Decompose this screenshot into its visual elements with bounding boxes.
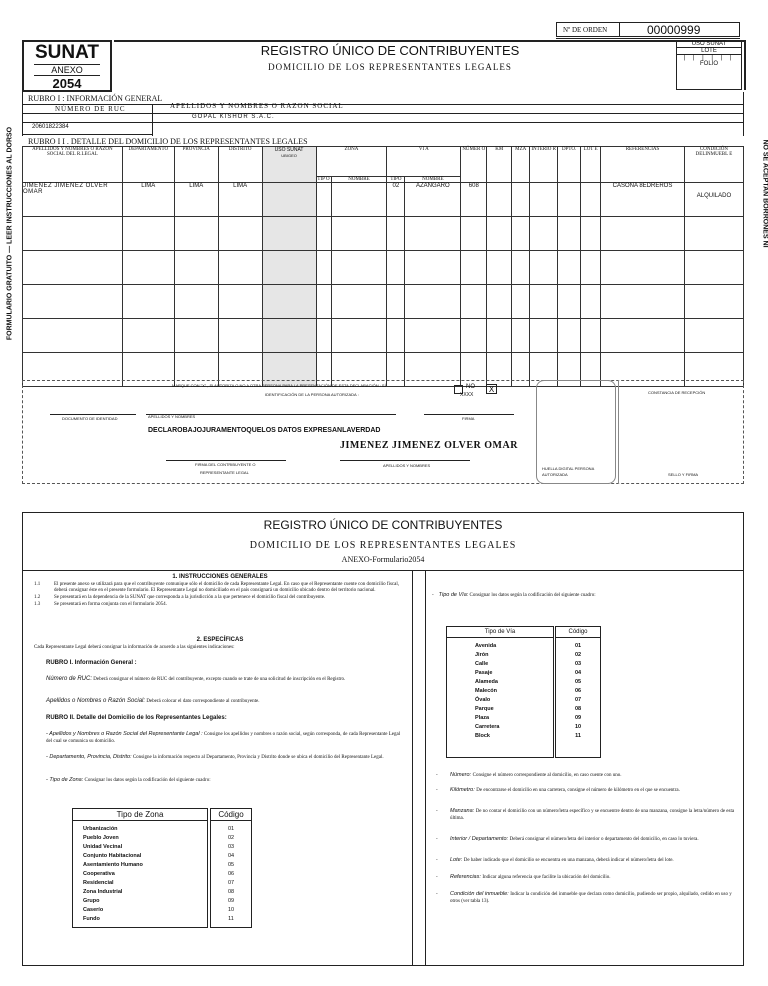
via-type-item: Parque — [475, 706, 494, 712]
sello-label: SELLO Y FIRMA — [668, 472, 699, 477]
col-km: KM — [487, 147, 512, 183]
ubigeo-text: UBIGEO — [281, 153, 297, 158]
zona-type-item: Unidad Vecinal — [83, 844, 123, 850]
table-row — [23, 251, 744, 285]
via-type-item: Carretera — [475, 724, 500, 730]
right-instruction-label: Interior / Departamento: — [450, 836, 510, 842]
zona-code-item: 06 — [227, 871, 235, 877]
right-instruction-label: Lote: — [450, 857, 464, 863]
zona-type-item: Zona Industrial — [83, 889, 123, 895]
dep-instr-text: Consigne la información respecto al Departamento, Provincia y Distrito donde se ubica el domicilio del Representante Legal. — [132, 755, 384, 760]
via-code-item: 04 — [574, 670, 582, 676]
col-uso-sunat — [262, 147, 316, 183]
ruc-instr-label: Número de RUC: — [46, 676, 93, 682]
rep-instr-text: Consigne los apellidos y nombres o razón social, según corresponda, de cada Representante Legal del cual se comunica su domicilio. — [46, 732, 401, 744]
via-code-item: 05 — [574, 679, 582, 685]
right-instruction-text: Indicar alguna referencia que facilite la ubicación del domicilio. — [482, 875, 611, 880]
right-instruction-label: Número: — [450, 772, 473, 778]
right-instruction-label: Kilómetro: — [450, 787, 477, 793]
via-type-item: Avenida — [475, 643, 497, 649]
right-instruction-text: Indicar la condición del inmueble que declara como domicilio, pudiendo ser propio, alquilado, cedido en uso y otros (ver tabla 13). — [450, 892, 732, 904]
table-row — [23, 217, 744, 251]
doc-label: DOCUMENTO DE IDENTIDAD — [62, 416, 118, 421]
bullet-dash: - — [436, 858, 438, 863]
side-text-left: FORMULARIO GRATUITO — LEER INSTRUCCIONES AL DORSO — [6, 126, 14, 341]
ruc-value[interactable]: 20601822384 — [32, 124, 69, 130]
cell-zona-tipo[interactable] — [316, 183, 331, 217]
annex-label: ANEXO — [34, 64, 100, 76]
annex-number: 2054 — [52, 76, 82, 91]
via-instr-label: Tipo de Vía: — [438, 592, 469, 598]
via-code-head: Código — [556, 627, 600, 638]
cell-zona-nombre[interactable] — [331, 183, 387, 217]
constancia-label: CONSTANCIA DE RECEPCIÓN — [648, 390, 706, 395]
side-text-right: NO SE ACEPTAN BORRONES NI — [761, 139, 768, 248]
right-instruction-label: Condición del inmueble: — [450, 891, 511, 897]
rubro2-heading: RUBRO II. Detalle del Domicilio de los Representantes Legales: — [46, 715, 227, 721]
table-row — [23, 285, 744, 319]
via-code-item: 07 — [574, 697, 582, 703]
cell-numero[interactable]: 608 — [461, 183, 487, 217]
table-row — [23, 319, 744, 353]
zona-instr-label: - Tipo de Zona: — [46, 777, 84, 783]
apellidos-instr-label: Apellidos o Nombres o Razón Social: — [46, 698, 146, 704]
cell-provincia[interactable]: LIMA — [174, 183, 218, 217]
zona-type-item: Asentamiento Humano — [83, 862, 143, 868]
right-instruction-item — [436, 787, 736, 794]
cell-referencias[interactable]: CASONA 8EDREROS — [601, 183, 685, 217]
via-code-item: 02 — [574, 652, 582, 658]
firma-label: FIRMA — [462, 416, 475, 421]
via-code-column — [555, 626, 601, 758]
uso-sunat-text: USO SUNAT — [274, 147, 304, 153]
zona-code-table — [72, 808, 208, 928]
uso-sunat-label: USO SUNAT — [677, 41, 741, 48]
via-type-item: Malecón — [475, 688, 498, 694]
apellidos-label: APELLIDOS Y NOMBRES — [148, 414, 196, 419]
right-instruction-text: Consigne el número correspondiente al domicilio, en caso cuente con uno. — [472, 773, 622, 778]
order-box — [556, 22, 740, 37]
zona-code-item: 10 — [227, 907, 235, 913]
right-instruction-body — [450, 874, 736, 881]
via-code-list — [556, 638, 600, 741]
right-instruction-body — [450, 836, 736, 843]
right-instruction-text: De haber indicado que el domicilio se encuentra en una manzana, deberá indicar el número/letra del lote. — [463, 858, 674, 863]
zona-type-item: Conjunto Habitacional — [83, 853, 142, 859]
col-numero: NÚMER O — [461, 147, 487, 183]
right-instruction-item — [436, 772, 736, 779]
via-table-head: Tipo de Vía — [447, 627, 553, 638]
col-via: VI A — [387, 147, 461, 177]
zona-code-item: 09 — [227, 898, 235, 904]
order-label: Nº DE ORDEN — [563, 26, 608, 34]
general-items — [26, 582, 410, 608]
cell-nombre[interactable]: JIMENEZ JIMENEZ OLVER OMAR — [23, 183, 123, 217]
via-type-item: Óvalo — [475, 697, 491, 703]
no-mark[interactable]: X — [486, 384, 497, 394]
zona-table-head: Tipo de Zona — [73, 809, 207, 821]
item-text: Se presentará en la dependencia de la SUNAT que corresponda a la jurisdicción a la que pertenece el domicilio fiscal del contribuyente. — [54, 595, 326, 600]
lote-label: LOTE — [677, 48, 741, 55]
right-instruction-body — [450, 787, 736, 794]
identificacion-label: IDENTIFICACIÓN DE LA PERSONA AUTORIZADA : — [265, 392, 359, 397]
via-type-item: Alameda — [475, 679, 498, 685]
rubro1-title: RUBRO I : INFORMACIÓN GENERAL — [28, 94, 163, 103]
right-instruction-text: De encontrarse el domicilio en una carretera, consigne el número de kilómetro en el que se encuentra. — [476, 788, 680, 793]
cell-lote[interactable] — [581, 183, 601, 217]
via-type-item: Block — [475, 733, 490, 739]
apellidos-instr-text: Deberá colocar el dato correspondiente al contribuyente. — [146, 699, 260, 704]
via-type-item: Plaza — [475, 715, 490, 721]
col-departamento: DEPARTAMENTO — [122, 147, 174, 183]
via-code-item: 03 — [574, 661, 582, 667]
apellidos-label2: APELLIDOS Y NOMBRES — [383, 463, 431, 468]
via-instr-text: Consignar los datos según la codificación del siguiente cuadro: — [469, 593, 596, 598]
bullet-dash: - — [436, 788, 438, 793]
general-item — [26, 582, 410, 594]
domicilio-table — [22, 146, 744, 387]
via-code-item: 11 — [575, 733, 581, 739]
zona-code-item: 02 — [227, 835, 235, 841]
via-type-item: Jirón — [475, 652, 489, 658]
zona-code-item: 04 — [227, 853, 235, 859]
zona-code-item: 08 — [227, 889, 235, 895]
zona-code-item: 11 — [228, 916, 234, 922]
via-code-item: 09 — [574, 715, 582, 721]
via-code-item: 01 — [574, 643, 582, 649]
right-instruction-item — [436, 891, 736, 905]
instr-annex: ANEXO-Formulario2054 — [341, 555, 425, 564]
huella-label-1: HUELLA DIGITAL PERSONA — [542, 466, 595, 471]
apellidos-instr — [46, 698, 406, 704]
item-text: Se presentará en forma conjunta con el formulario 2054. — [54, 602, 167, 607]
right-instruction-item — [436, 874, 736, 881]
cell-distrito[interactable]: LIMA — [218, 183, 262, 217]
uso-sunat-box — [676, 40, 742, 90]
ruc-instr — [46, 676, 406, 683]
lote-ticks: | | | | | | — [683, 55, 735, 61]
zona-type-item: Caserío — [83, 907, 104, 913]
right-instruction-text: De no contar el domicilio con un número/letra específico y se encuentre dentro de una manzana, consigne la letra/número de esta última. — [450, 809, 735, 821]
col-lote: LOT E — [581, 147, 601, 183]
item-num: 1.2 — [34, 595, 41, 600]
sec1-title: 1. INSTRUCCIONES GENERALES — [172, 574, 268, 580]
table-row — [23, 183, 744, 217]
zona-code-head: Código — [211, 809, 251, 821]
right-instruction-item — [436, 857, 736, 864]
huella-label-2: AUTORIZADA — [542, 472, 568, 477]
zona-type-item: Fundo — [83, 916, 100, 922]
right-instruction-item — [436, 808, 736, 822]
rubro1-heading: RUBRO I. Información General : — [46, 660, 137, 666]
item-num: 1.1 — [34, 582, 41, 587]
col-zona: ZONA — [316, 147, 387, 177]
right-instruction-body — [450, 891, 736, 905]
right-instruction-body — [450, 857, 736, 864]
instr-subtitle: DOMICILIO DE LOS REPRESENTANTES LEGALES — [249, 540, 517, 551]
right-instructions — [436, 772, 736, 905]
cell-ubigeo — [262, 183, 316, 217]
col-via-nombre: NOMBRE — [405, 177, 461, 183]
bullet-dash: - — [436, 875, 438, 880]
via-type-item: Calle — [475, 661, 489, 667]
col-interior: INTERIO R — [530, 147, 558, 183]
form-title: REGISTRO ÚNICO DE CONTRIBUYENTES — [260, 43, 520, 58]
zona-code-list — [211, 821, 251, 924]
rep-instr-label: - Apellidos y Nombres o Razón Social del Representante Legal : — [46, 731, 203, 737]
general-item — [26, 602, 410, 608]
via-type-item: Pasaje — [475, 670, 493, 676]
zona-code-item: 07 — [227, 880, 235, 886]
right-instruction-body — [450, 772, 736, 779]
col-condicion: CONDICIÓN DELINMUEBL E — [684, 147, 743, 183]
zona-type-list — [73, 821, 207, 924]
cell-dpto[interactable] — [558, 183, 581, 217]
ruc-label: NÚMERO DE RUC — [55, 105, 126, 113]
col-zona-nombre: NOMBRE — [331, 177, 387, 183]
bullet-dash: - — [436, 892, 438, 897]
constancia-box — [618, 380, 744, 484]
ruc-instr-text: Deberá consignar el número de RUC del contribuyente, excepto cuando se trate de una solicitud de inscripción en el Registro. — [93, 677, 346, 682]
via-code-item: 06 — [574, 688, 582, 694]
cell-interior[interactable] — [530, 183, 558, 217]
zona-instr-text: Consignar los datos según la codificación del siguiente cuadro: — [84, 778, 211, 783]
dep-instr — [46, 754, 406, 761]
right-instruction-label: Manzana: — [450, 808, 476, 814]
sunat-brand: SUNAT — [34, 42, 100, 63]
sec2-title: 2. ESPECÍFICAS — [196, 637, 244, 643]
col-dpto: DPTO. — [558, 147, 581, 183]
cell-departamento[interactable]: LIMA — [122, 183, 174, 217]
zona-code-item: 01 — [227, 826, 235, 832]
right-instruction-item — [436, 836, 736, 843]
sec2-intro: Cada Representante Legal deberá consignar la información de acuerdo a las siguientes indicaciones: — [34, 645, 235, 650]
right-instruction-text: Deberá consignar el número/letra del interior o departamento del domicilio, en caso lo tuviera. — [509, 837, 699, 842]
xxxx-value: XXXX — [460, 392, 474, 398]
autoriza-text: MARQUE CON "X" , SI AUTORIZA O NO A OTRA PERSONA PARA LA PRESENTACIÓN DE ESTA DECLARACIÓN : SÍ — [172, 383, 386, 388]
item-num: 1.3 — [34, 602, 41, 607]
form-subtitle: DOMICILIO DE LOS REPRESENTANTES LEGALES — [268, 62, 512, 72]
zona-code-item: 05 — [227, 862, 235, 868]
zona-code-column — [210, 808, 252, 928]
signer-name[interactable]: JIMENEZ JIMENEZ OLVER OMAR — [340, 440, 518, 451]
general-item — [26, 595, 410, 601]
zona-type-item: Grupo — [83, 898, 100, 904]
dep-instr-label: - Departamento, Provincia, Distrito: — [46, 754, 132, 760]
cell-via-nombre[interactable]: AZANGARO — [405, 183, 461, 217]
rep-instr — [46, 731, 406, 745]
no-label: NO — [466, 384, 475, 390]
declaro-text: DECLAROBAJOJURAMENTOQUELOS DATOS EXPRESANLAVERDAD — [148, 427, 381, 434]
item-text: El presente anexo se utilizará para que el contribuyente comunique sólo el domicilio de cada Representante Legal. En caso que el Representante cuente con domicilio fiscal, deberá consignar éste en el presente formulario. El Representante Legal no domiciliado en el país consignará un domicilio ubicado dentro del territorio nacional. — [54, 582, 400, 593]
col-via-tipo: TIPO — [387, 177, 405, 183]
col-mza: MZA — [512, 147, 530, 183]
instr-title: REGISTRO ÚNICO DE CONTRIBUYENTES — [263, 518, 503, 532]
zona-type-item: Cooperativa — [83, 871, 115, 877]
zona-type-item: Pueblo Joven — [83, 835, 119, 841]
col-distrito: DISTRITO — [218, 147, 262, 183]
zona-type-item: Urbanización — [83, 826, 118, 832]
name-value[interactable]: GOPAL KISHOR S.A.C. — [192, 114, 275, 120]
cell-mza[interactable] — [512, 183, 530, 217]
cell-condicion[interactable]: ALQUILADO — [684, 183, 743, 217]
col-zona-tipo: TIP O — [317, 177, 330, 182]
via-code-item: 08 — [574, 706, 582, 712]
bullet-dash: - — [436, 837, 438, 842]
firma-contrib-2: REPRESENTANTE LEGAL — [200, 470, 249, 475]
right-instruction-body — [450, 808, 736, 822]
col-referencias: REFERENCIAS — [601, 147, 685, 183]
bullet-dash: - — [436, 809, 438, 814]
cell-km[interactable] — [487, 183, 512, 217]
name-label: APELLIDOS Y NOMBRES O RAZON SOCIAL — [170, 102, 344, 110]
sunat-logo-box — [22, 40, 112, 92]
firma-contrib-1: FIRMA DEL CONTRIBUYENTE O — [195, 462, 256, 467]
rubro2-title: RUBRO I I . DETALLE DEL DOMICILIO DE LOS REPRESENTANTES LEGALES — [28, 137, 308, 146]
right-instruction-label: Referencias: — [450, 874, 483, 880]
zona-code-item: 03 — [227, 844, 235, 850]
via-code-table — [446, 626, 554, 758]
col-provincia: PROVINCIA — [174, 147, 218, 183]
via-type-list — [447, 638, 553, 741]
via-instr: - Tipo de Vía: Consignar los datos según la codificación del siguiente cuadro: — [432, 592, 596, 598]
order-number[interactable]: 00000999 — [647, 23, 701, 37]
col-apellidos: APELLIDOS Y NOMBRES O RAZON SOCIAL DEL R.LEGAL — [23, 147, 123, 183]
via-code-item: 10 — [574, 724, 582, 730]
bullet-dash: - — [436, 773, 438, 778]
zona-type-item: Residencial — [83, 880, 114, 886]
zona-instr — [46, 777, 406, 783]
cell-via-tipo[interactable]: 02 — [387, 183, 405, 217]
folio-label: FOLIO — [699, 61, 718, 67]
